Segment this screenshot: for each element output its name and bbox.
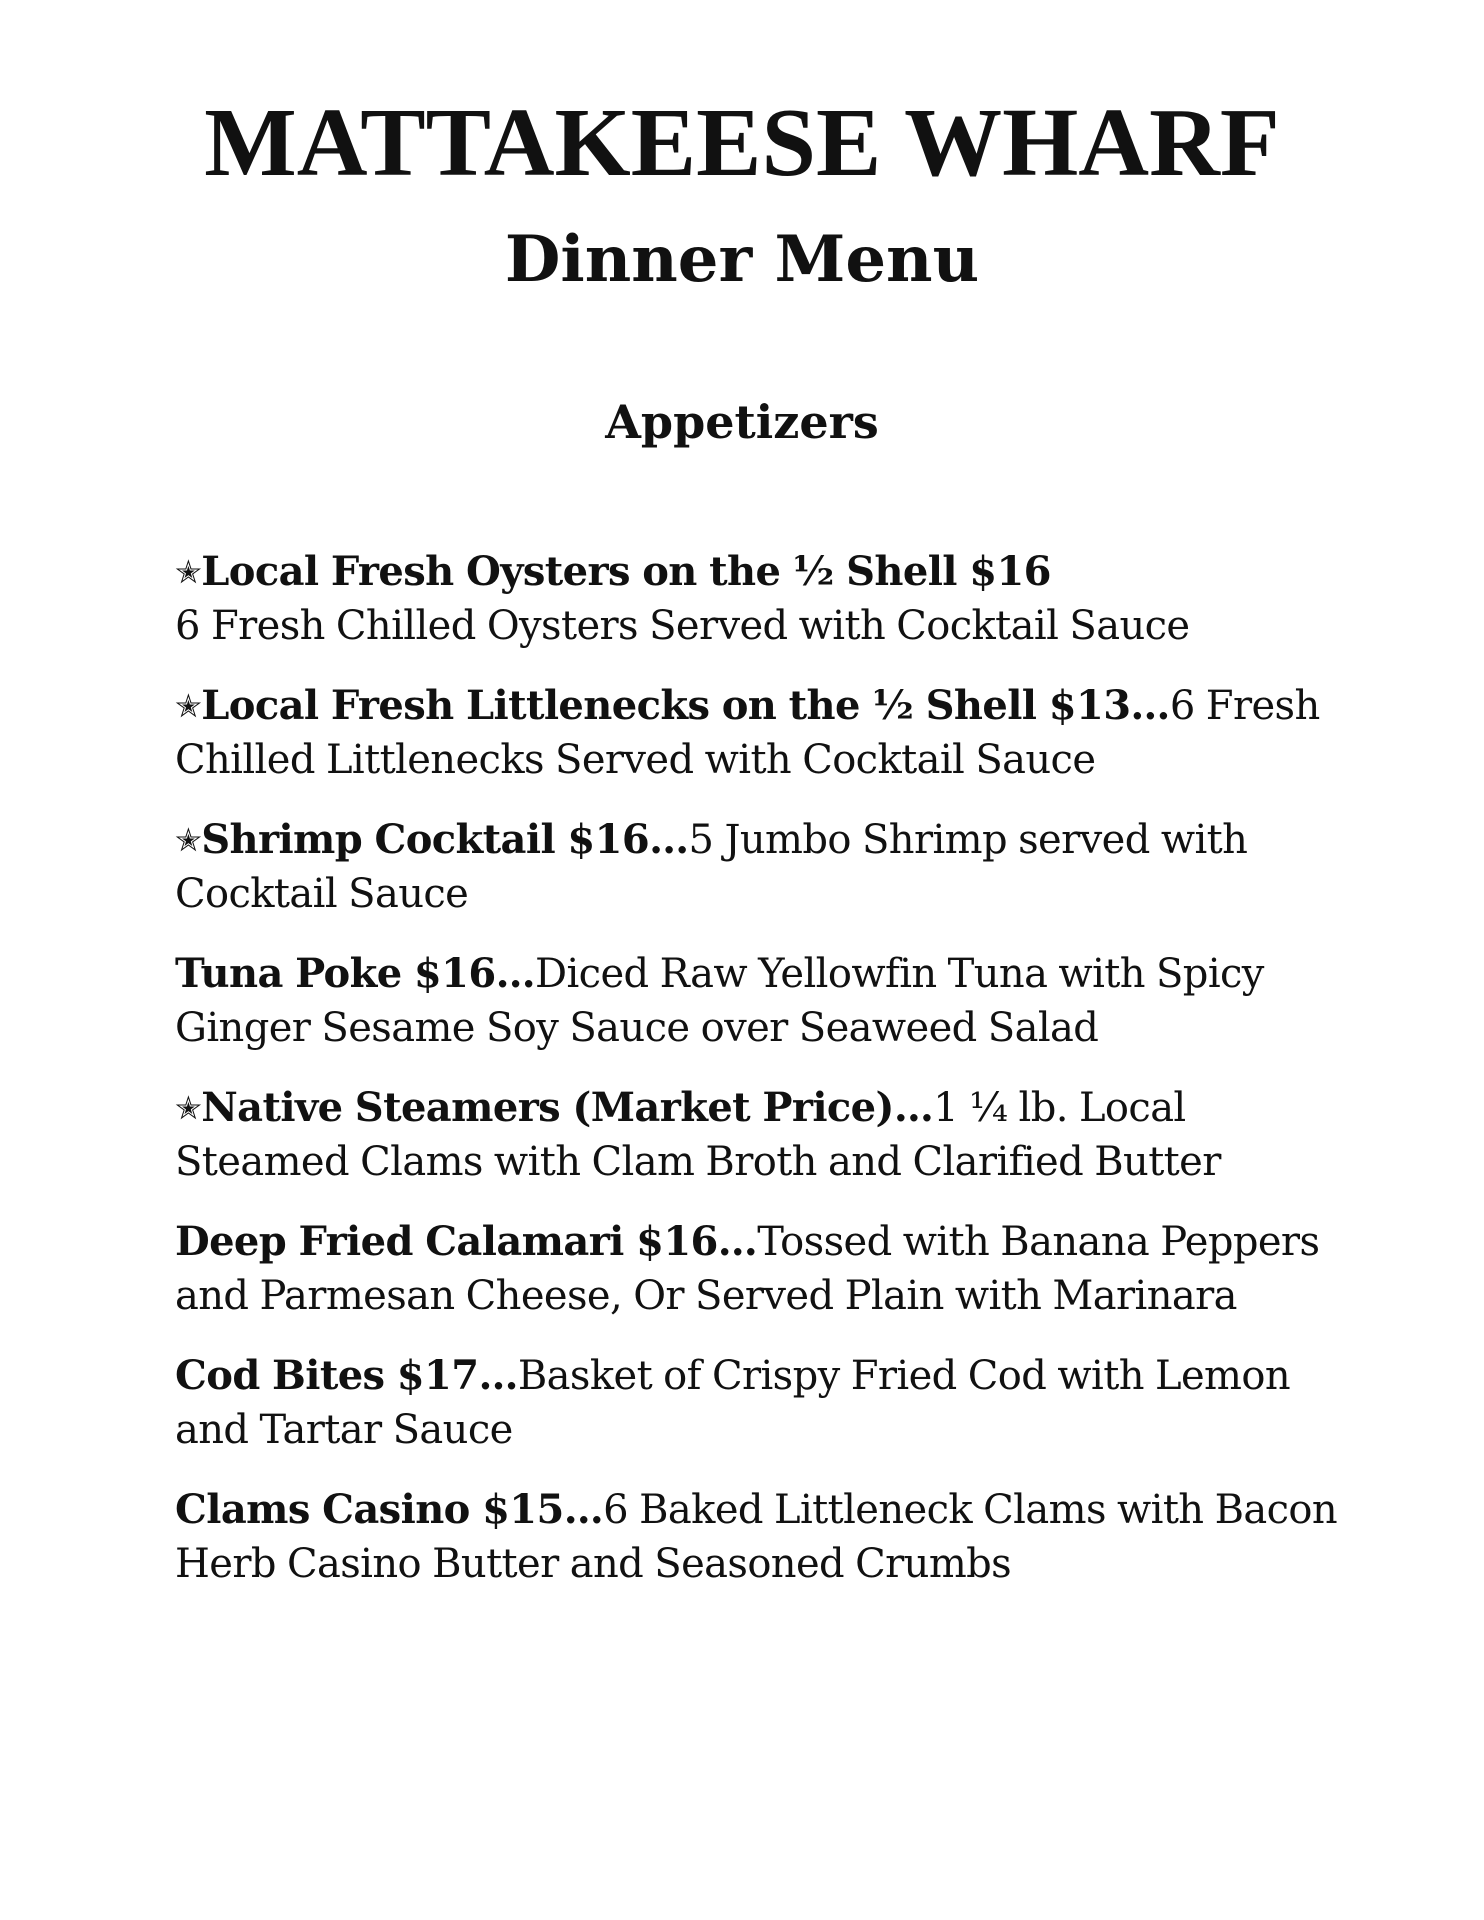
star-icon: ✭ bbox=[175, 1089, 202, 1127]
menu-item bbox=[175, 545, 1340, 653]
menu-item-description: 6 Baked Littleneck Clams with Bacon Herb Casino Butter and Seasoned Crumbs bbox=[175, 1487, 1338, 1587]
menu-item bbox=[175, 1349, 1340, 1457]
menu-item bbox=[175, 1215, 1340, 1323]
menu-item-description: 1 ¼ lb. Local Steamed Clams with Clam Broth and Clarified Butter bbox=[175, 1085, 1221, 1185]
appetizer-list bbox=[175, 545, 1340, 1617]
menu-item-name: Shrimp Cocktail $16… bbox=[201, 816, 689, 863]
menu-title: Dinner Menu bbox=[504, 222, 980, 297]
menu-item bbox=[175, 1483, 1340, 1591]
menu-item-description: 6 Fresh Chilled Oysters Served with Cocktail Sauce bbox=[175, 603, 1190, 649]
menu-item bbox=[175, 947, 1340, 1055]
menu-item-description: 6 Fresh Chilled Littlenecks Served with Cocktail Sauce bbox=[175, 683, 1320, 783]
menu-item bbox=[175, 813, 1340, 921]
menu-item bbox=[175, 1081, 1340, 1189]
menu-item-name: Cod Bites $17… bbox=[175, 1352, 518, 1399]
section-heading-appetizers: Appetizers bbox=[605, 395, 879, 449]
menu-item-description: Diced Raw Yellowfin Tuna with Spicy Ginger Sesame Soy Sauce over Seaweed Salad bbox=[175, 951, 1264, 1051]
menu-item-name: Local Fresh Littlenecks on the ½ Shell $13… bbox=[201, 682, 1170, 729]
menu-item-description: Basket of Crispy Fried Cod with Lemon and Tartar Sauce bbox=[175, 1353, 1290, 1453]
menu-item-name: Local Fresh Oysters on the ½ Shell $16 bbox=[201, 548, 1051, 595]
menu-item-description: Tossed with Banana Peppers and Parmesan Cheese, Or Served Plain with Marinara bbox=[175, 1219, 1320, 1319]
menu-item-name: Tuna Poke $16… bbox=[175, 950, 535, 997]
menu-item-description: 5 Jumbo Shrimp served with Cocktail Sauce bbox=[175, 817, 1248, 917]
restaurant-name: MATTAKEESE WHARF bbox=[204, 89, 1280, 197]
star-icon: ✭ bbox=[175, 553, 202, 591]
star-icon: ✭ bbox=[175, 821, 202, 859]
menu-item-name: Native Steamers (Market Price)… bbox=[201, 1084, 934, 1131]
star-icon: ✭ bbox=[175, 687, 202, 725]
menu-item bbox=[175, 679, 1340, 787]
menu-item-name: Deep Fried Calamari $16… bbox=[175, 1218, 758, 1265]
menu-item-name: Clams Casino $15… bbox=[175, 1486, 604, 1533]
